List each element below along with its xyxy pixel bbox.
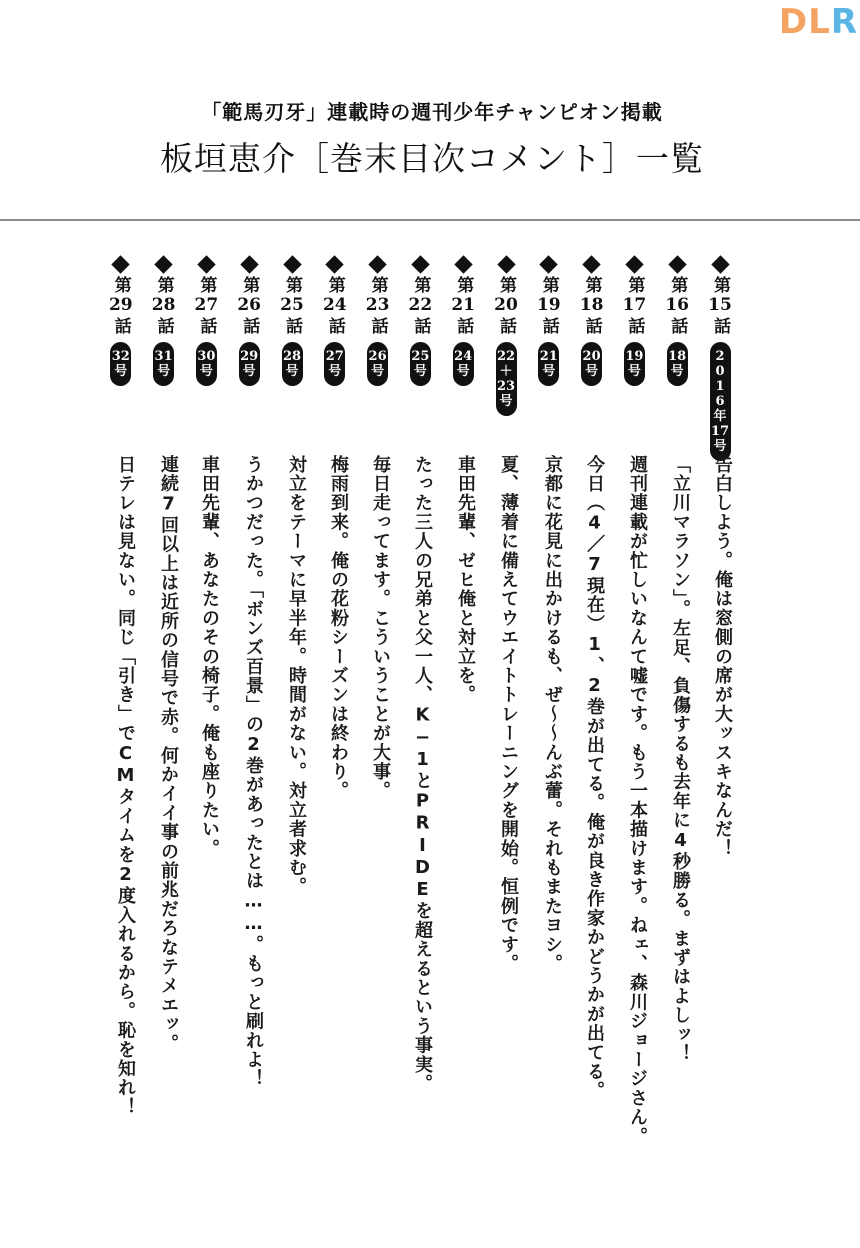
episode-suffix: 話	[153, 317, 174, 334]
issue-badge-text: 19	[625, 349, 644, 364]
issue-badge-text: 号	[157, 364, 171, 379]
episode-number: 22	[408, 295, 433, 315]
issue-badge	[538, 342, 559, 386]
logo-letter-r: R	[830, 2, 858, 42]
episode-prefix: 第	[496, 276, 516, 293]
comment-line: うかつだった。「ボンズ百景」の2巻があったとは……。もっと刷れよ！	[243, 455, 264, 1089]
issue-badge-text: 18	[668, 349, 687, 364]
comment-line: 告白しよう。俺は窓側の席が大ッスキなんだ！	[712, 455, 733, 859]
comment-line: たった三人の兄弟と父一人、K−1とPRIDEを超えるという事実。	[412, 455, 433, 1094]
issue-badge-text: 号	[499, 394, 513, 409]
episode-prefix: 第	[282, 276, 302, 293]
comment-line: 車田先輩、あなたのその椅子。俺も座りたい。	[199, 455, 220, 859]
episode-column	[320, 256, 350, 386]
episode-prefix: 第	[110, 276, 131, 293]
episode-suffix: 話	[581, 317, 602, 334]
issue-badge-text: 1	[715, 379, 725, 394]
issue-badge-text: 6	[715, 394, 725, 409]
comment-line: 週刊連載が忙しいなんて嘘です。もう一本描けます。ねェ、森川ジョージさん。	[627, 455, 648, 1147]
episode-number: 17	[622, 295, 647, 315]
episode-suffix: 話	[282, 317, 302, 334]
comment-line: 京都に花見に出かけるも、ぜ〜〜んぶ蕾。それもまたヨシ。	[542, 455, 563, 974]
episode-column	[534, 256, 564, 386]
episode-suffix: 話	[324, 317, 345, 334]
issue-badge-text: 23	[496, 379, 516, 394]
episode-column	[149, 256, 179, 386]
comment-line: 夏、薄着に備えてウエイトトレーニングを開始。恒例です。	[498, 455, 519, 974]
issue-badge-text: 31	[154, 349, 173, 364]
diamond-bullet-icon	[582, 255, 600, 273]
issue-badge-text: 2	[715, 349, 725, 364]
dlr-logo	[779, 2, 858, 42]
episode-column	[662, 256, 692, 386]
episode-column	[191, 256, 221, 386]
episode-column	[106, 256, 136, 386]
issue-badge	[710, 342, 731, 461]
episode-number: 28	[151, 295, 176, 315]
episode-prefix: 第	[581, 276, 602, 293]
episode-column	[448, 256, 478, 386]
diamond-bullet-icon	[240, 255, 258, 273]
issue-badge-text: 号	[585, 364, 599, 379]
issue-badge	[110, 342, 131, 386]
episode-prefix: 第	[624, 276, 645, 293]
issue-badge	[667, 342, 688, 386]
issue-badge-text: 21	[539, 349, 558, 364]
issue-badge-text: 24	[454, 349, 473, 364]
episode-suffix: 話	[367, 317, 388, 334]
issue-badge	[282, 342, 303, 386]
episode-prefix: 第	[453, 276, 474, 293]
diamond-bullet-icon	[326, 255, 344, 273]
issue-badge-text: 号	[670, 364, 684, 379]
diamond-bullet-icon	[197, 255, 215, 273]
issue-badge-text: 0	[715, 364, 725, 379]
issue-badge-text: 20	[582, 349, 601, 364]
issue-badge-text: 号	[114, 364, 128, 379]
issue-badge-text: 号	[285, 364, 299, 379]
episode-number: 18	[579, 295, 604, 315]
episode-suffix: 話	[538, 317, 559, 334]
episode-suffix: 話	[667, 317, 688, 334]
issue-badge-text: 30	[197, 349, 216, 364]
episode-number: 20	[494, 295, 518, 315]
episode-column	[491, 256, 521, 416]
page-header	[0, 95, 860, 181]
diamond-bullet-icon	[368, 255, 386, 273]
episode-prefix: 第	[239, 276, 260, 293]
episode-prefix: 第	[196, 276, 217, 293]
episode-column	[363, 256, 393, 386]
episode-number: 16	[665, 295, 690, 315]
logo-letter-l: L	[808, 2, 831, 42]
issue-badge	[196, 342, 217, 386]
episode-prefix: 第	[667, 276, 688, 293]
episode-number: 24	[322, 295, 347, 315]
header-divider	[0, 219, 860, 221]
episode-number: 27	[194, 295, 219, 315]
issue-badge-text: 号	[542, 364, 556, 379]
episode-prefix: 第	[710, 276, 730, 293]
issue-badge-text: 号	[413, 364, 427, 379]
episode-column	[705, 256, 735, 461]
comment-line: 梅雨到来。俺の花粉シーズンは終わり。	[328, 455, 349, 801]
issue-badge	[324, 342, 345, 386]
issue-badge-text: 25	[411, 349, 430, 364]
issue-badge	[153, 342, 174, 386]
episode-prefix: 第	[538, 276, 559, 293]
logo-letter-d: D	[778, 2, 809, 42]
diamond-bullet-icon	[154, 255, 172, 273]
episode-number: 23	[365, 295, 390, 315]
issue-badge-text: 28	[282, 349, 302, 364]
episode-prefix: 第	[153, 276, 174, 293]
comment-line: 対立をテーマに早半年。時間がない。対立者求む。	[286, 455, 307, 897]
episode-column	[619, 256, 649, 386]
issue-badge	[239, 342, 260, 386]
issue-badge-text: 号	[713, 439, 727, 454]
issue-badge-text: 号	[371, 364, 385, 379]
episode-suffix: 話	[710, 317, 730, 334]
comment-line: 今日（4／7現在）1、2巻が出てる。俺が良き作家かどうかが出てる。	[584, 455, 605, 1101]
issue-badge	[624, 342, 645, 386]
issue-badge-text: 号	[456, 364, 470, 379]
episode-column	[577, 256, 607, 386]
episode-prefix: 第	[324, 276, 345, 293]
episode-number: 25	[280, 295, 304, 315]
episode-suffix: 話	[624, 317, 645, 334]
diamond-bullet-icon	[454, 255, 472, 273]
issue-badge-text: 年	[713, 409, 727, 424]
issue-badge-text: 号	[199, 364, 213, 379]
issue-badge	[410, 342, 431, 386]
issue-badge	[581, 342, 602, 386]
diamond-bullet-icon	[711, 255, 729, 273]
episode-number: 21	[451, 295, 476, 315]
diamond-bullet-icon	[411, 255, 429, 273]
diamond-bullet-icon	[625, 255, 643, 273]
episode-column	[277, 256, 307, 386]
diamond-bullet-icon	[112, 255, 130, 273]
issue-badge-text: 29	[240, 349, 259, 364]
comment-line: 連続7回以上は近所の信号で赤。何かイイ事の前兆だろなテメエッ。	[158, 455, 179, 1054]
issue-badge-text: 17	[710, 424, 730, 439]
episode-suffix: 話	[496, 317, 516, 334]
episode-number: 15	[708, 295, 732, 315]
issue-badge	[496, 342, 517, 416]
episode-number: 29	[108, 295, 133, 315]
episode-column	[405, 256, 435, 386]
comment-line: 車田先輩、ゼヒ俺と対立を。	[455, 455, 476, 705]
issue-badge-text: 27	[325, 349, 344, 364]
page-subtitle: 「範馬刃牙」連載時の週刊少年チャンピオン掲載	[201, 100, 663, 124]
diamond-bullet-icon	[497, 255, 515, 273]
episode-number: 26	[237, 295, 262, 315]
issue-badge-text: 22	[496, 349, 516, 364]
episode-suffix: 話	[110, 317, 131, 334]
episode-number: 19	[536, 295, 561, 315]
issue-badge	[367, 342, 388, 386]
episode-suffix: 話	[453, 317, 474, 334]
issue-badge-text: 号	[627, 364, 641, 379]
diamond-bullet-icon	[540, 255, 558, 273]
issue-badge-text: 26	[368, 349, 387, 364]
issue-badge-text: ＋	[499, 364, 513, 379]
comment-line: 毎日走ってます。こういうことが大事。	[370, 455, 391, 801]
episode-column	[234, 256, 264, 386]
comment-line: 「立川マラソン」。左足、負傷するも去年に4秒勝る。まずはよしッ！	[670, 455, 691, 1064]
page-title: 板垣恵介［巻末目次コメント］一覧	[160, 139, 704, 178]
issue-badge-text: 号	[242, 364, 256, 379]
diamond-bullet-icon	[668, 255, 686, 273]
episode-suffix: 話	[410, 317, 431, 334]
episode-prefix: 第	[367, 276, 388, 293]
episode-prefix: 第	[410, 276, 431, 293]
issue-badge	[453, 342, 474, 386]
episode-suffix: 話	[239, 317, 260, 334]
issue-badge-text: 号	[328, 364, 342, 379]
issue-badge-text: 32	[111, 349, 130, 364]
comment-line: 日テレは見ない。同じ「引き」でCMタイムを2度入れるから。恥を知れ！	[115, 455, 136, 1117]
diamond-bullet-icon	[283, 255, 301, 273]
episode-suffix: 話	[196, 317, 217, 334]
